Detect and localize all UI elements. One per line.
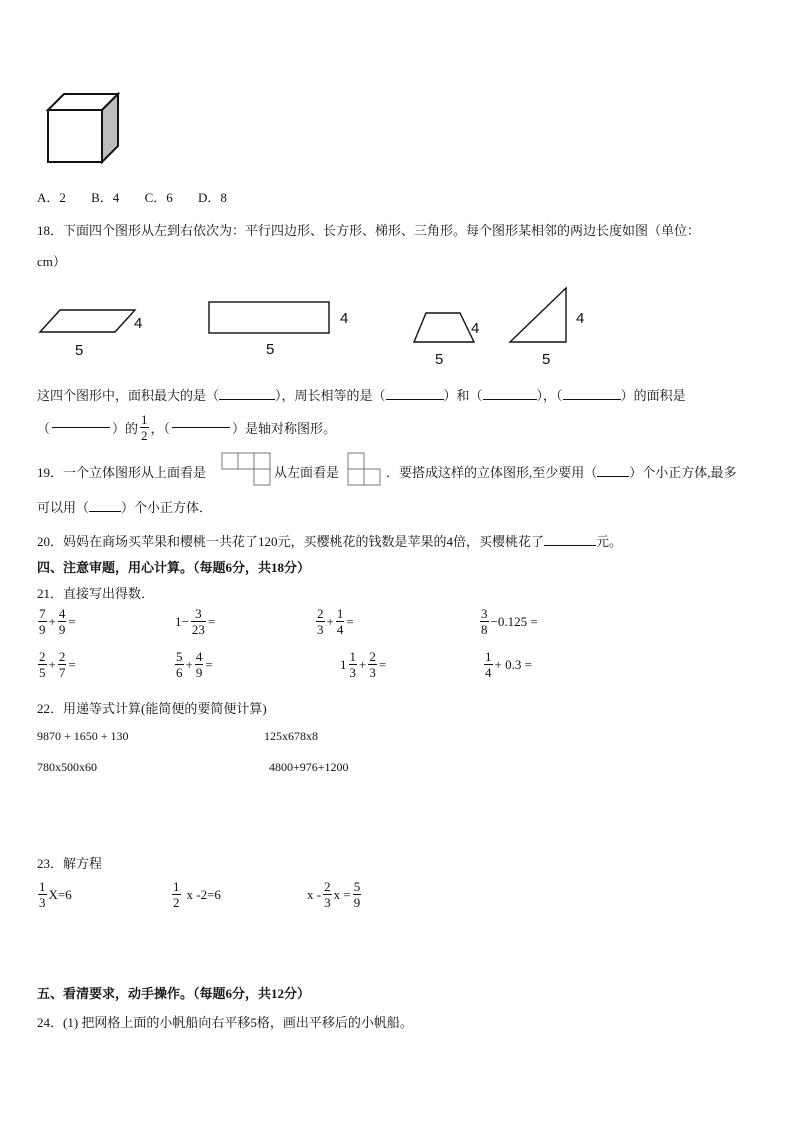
- q18-text-line2: cm）: [37, 254, 66, 269]
- q19-text-b: 从左面看是: [274, 465, 340, 480]
- answer-blank[interactable]: [386, 399, 444, 400]
- top-view-figure: [221, 452, 273, 488]
- q19-text-a: 19．一个立体图形从上面看是: [37, 465, 207, 480]
- answer-blank[interactable]: [219, 399, 275, 400]
- rectangle-base-label: 5: [266, 341, 275, 358]
- rectangle-side-label: 4: [340, 310, 349, 327]
- triangle-shape: [510, 288, 566, 342]
- q19-text-f: ）个小正方体．: [121, 500, 213, 515]
- parallelogram-side-label: 4: [134, 315, 143, 332]
- q22-item-3: 780x500x60: [37, 760, 97, 774]
- q24-text: 24．(1) 把网格上面的小帆船向右平移5格，画出平移后的小帆船。: [37, 1015, 413, 1030]
- q23-equation-3: x - $\frac{2}{3}$ x = $\frac{5}{9}$: [307, 879, 361, 910]
- q18-row1-text-c: ）和（: [443, 388, 483, 403]
- triangle-side-label: 4: [576, 310, 585, 327]
- q21-expr-4: $\frac{3}{8}$ −0.125 =: [481, 606, 538, 637]
- parallelogram-shape: [40, 310, 135, 332]
- q21-expr-2: 1− $\frac{3}{23}$ =: [175, 606, 216, 637]
- q18-shapes: [30, 280, 610, 372]
- q17-options: [37, 187, 227, 206]
- answer-blank[interactable]: [483, 399, 537, 400]
- option-d: D．8: [197, 190, 227, 205]
- trapezoid-base-label: 5: [435, 351, 444, 368]
- q21-expr-6: $\frac{5}{6}$ + $\frac{4}{9}$ =: [176, 649, 213, 680]
- q18-row2-text-d: ）是轴对称图形。: [232, 421, 337, 436]
- option-c: C．6: [144, 190, 173, 205]
- answer-blank[interactable]: [563, 399, 621, 400]
- trapezoid-shape: [414, 313, 474, 342]
- trapezoid-side-label: 4: [471, 320, 480, 337]
- q23-equation-1: $\frac{1}{3}$ X=6: [39, 879, 72, 910]
- q19-text-cd: [386, 462, 737, 481]
- q20-text-b: 元。: [596, 534, 623, 549]
- q20-text: [37, 531, 622, 550]
- answer-blank[interactable]: [597, 476, 629, 477]
- q21-expr-3: $\frac{2}{3}$ + $\frac{1}{4}$ =: [317, 606, 354, 637]
- parallelogram-base-label: 5: [75, 342, 84, 359]
- q18-row1-text-d: ），（: [536, 388, 563, 403]
- q18-row2-text-b: ）的: [112, 421, 139, 436]
- q21-expr-5: $\frac{2}{5}$ + $\frac{2}{7}$ =: [39, 649, 76, 680]
- q18-question-row1: [37, 385, 686, 404]
- cube-figure: [44, 90, 124, 166]
- section-5-heading: 五、看清要求，动手操作。（每题6分，共12分）: [37, 986, 311, 1001]
- q21-title: 21．直接写出得数．: [37, 586, 155, 601]
- q19-text-d: ）个小正方体,最多: [629, 465, 737, 480]
- fraction-one-half: $\frac{1}{2}$: [141, 412, 148, 443]
- option-b: B．4: [91, 190, 120, 205]
- q18-text-line1: 18．下面四个图形从左到右依次为：平行四边形、长方形、梯形、三角形。每个图形某相邻的两边长度如图（单位：: [37, 223, 701, 238]
- q18-row1-text-b: ），周长相等的是（: [275, 388, 386, 403]
- triangle-base-label: 5: [542, 351, 551, 368]
- q18-row2-text-c: ，（: [150, 421, 171, 436]
- answer-blank[interactable]: [52, 427, 110, 428]
- left-view-figure: [347, 452, 383, 488]
- q21-expr-7: 1 $\frac{1}{3}$ + $\frac{2}{3}$ =: [340, 649, 387, 680]
- q23-equation-2: $\frac{1}{2}$ x -2=6: [173, 879, 221, 910]
- section-4-heading: 四、注意审题，用心计算。（每题6分，共18分）: [37, 560, 311, 575]
- q18-question-row2: [37, 413, 336, 442]
- q22-item-4: 4800+976+1200: [269, 760, 349, 774]
- q18-row1-text-a: 这四个图形中，面积最大的是（: [37, 388, 220, 403]
- q22-item-1: 9870 + 1650 + 130: [37, 729, 129, 743]
- q19-text-c: ．要搭成这样的立体图形,至少要用（: [386, 465, 598, 480]
- answer-blank[interactable]: [172, 427, 230, 428]
- answer-blank[interactable]: [89, 511, 121, 512]
- q20-text-a: 20．妈妈在商场买苹果和樱桃一共花了120元，买樱桃花的钱数是苹果的4倍，买樱桃花了: [37, 534, 545, 549]
- q18-row1-text-e: ）的面积是: [620, 388, 686, 403]
- option-a: A．2: [37, 190, 66, 205]
- q22-title: 22．用递等式计算(能简便的要简便计算): [37, 701, 267, 716]
- q19-text-ef: [37, 497, 212, 516]
- q23-title: 23．解方程: [37, 856, 103, 871]
- answer-blank[interactable]: [544, 545, 596, 546]
- q21-expr-8: $\frac{1}{4}$ + 0.3 =: [485, 649, 532, 680]
- q21-expr-1: $\frac{7}{9}$ + $\frac{4}{9}$ =: [39, 606, 76, 637]
- q19-text-e: 可以用（: [37, 500, 90, 515]
- q18-row2-text-a: （: [37, 421, 51, 436]
- rectangle-shape: [209, 302, 329, 333]
- q22-item-2: 125x678x8: [264, 729, 318, 743]
